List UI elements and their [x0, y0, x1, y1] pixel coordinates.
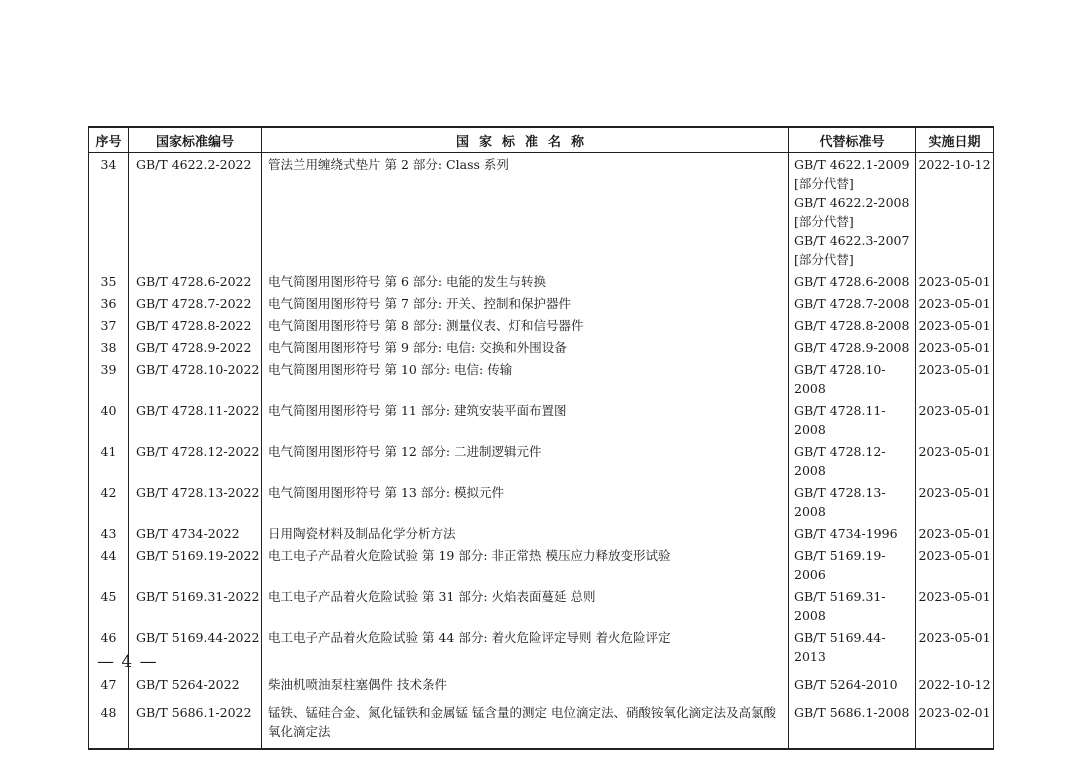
replaced-line: GB/T 4734-1996	[794, 526, 898, 541]
cell-seq: 47	[89, 673, 129, 695]
table-row	[89, 399, 994, 440]
page-number: — 4 —	[97, 652, 158, 672]
cell-seq: 45	[89, 585, 129, 626]
cell-seq: 46	[89, 626, 129, 667]
cell-replaced	[789, 336, 916, 358]
cell-date: 2023-05-01	[916, 336, 994, 358]
spacer-cell	[129, 742, 262, 749]
replaced-line: GB/T 4728.8-2008	[794, 318, 910, 333]
cell-replaced	[789, 544, 916, 585]
cell-title: 锰铁、锰硅合金、氮化锰铁和金属锰 锰含量的测定 电位滴定法、硝酸铵氧化滴定法及高氯酸氧化滴定法	[262, 701, 789, 742]
cell-seq: 43	[89, 522, 129, 544]
cell-title: 柴油机喷油泵柱塞偶件 技术条件	[262, 673, 789, 695]
replaced-line: GB/T 4728.6-2008	[794, 274, 910, 289]
table-row	[89, 292, 994, 314]
cell-date: 2023-05-01	[916, 544, 994, 585]
replaced-line: GB/T 5264-2010	[794, 677, 898, 692]
cell-std-no: GB/T 4728.8-2022	[129, 314, 262, 336]
cell-replaced	[789, 270, 916, 292]
cell-seq: 40	[89, 399, 129, 440]
header-std-no: 国家标准编号	[129, 127, 262, 153]
cell-replaced	[789, 440, 916, 481]
replaced-line: GB/T 4622.2-2008	[794, 195, 910, 210]
cell-date: 2023-05-01	[916, 626, 994, 667]
table-row	[89, 336, 994, 358]
cell-date: 2023-05-01	[916, 585, 994, 626]
cell-title: 电气简图用图形符号 第 7 部分: 开关、控制和保护器件	[262, 292, 789, 314]
cell-title: 电工电子产品着火危险试验 第 19 部分: 非正常热 模压应力释放变形试验	[262, 544, 789, 585]
cell-replaced	[789, 701, 916, 742]
table-row	[89, 270, 994, 292]
replaced-line: GB/T 4728.9-2008	[794, 340, 910, 355]
table-row	[89, 522, 994, 544]
cell-date: 2023-05-01	[916, 522, 994, 544]
header-date: 实施日期	[916, 127, 994, 153]
cell-title: 电气简图用图形符号 第 13 部分: 模拟元件	[262, 481, 789, 522]
cell-replaced	[789, 481, 916, 522]
replaced-line: GB/T 4728.13-2008	[794, 485, 886, 519]
replaced-line: [部分代替]	[794, 176, 854, 191]
cell-seq: 36	[89, 292, 129, 314]
cell-title: 电工电子产品着火危险试验 第 31 部分: 火焰表面蔓延 总则	[262, 585, 789, 626]
spacer-cell	[89, 742, 129, 749]
cell-title: 管法兰用缠绕式垫片 第 2 部分: Class 系列	[262, 153, 789, 271]
cell-replaced	[789, 292, 916, 314]
table-row	[89, 585, 994, 626]
table-body	[89, 153, 994, 750]
cell-title: 电气简图用图形符号 第 11 部分: 建筑安装平面布置图	[262, 399, 789, 440]
replaced-line: GB/T 5169.31-2008	[794, 589, 886, 623]
cell-std-no: GB/T 4728.9-2022	[129, 336, 262, 358]
cell-seq: 38	[89, 336, 129, 358]
cell-title: 电工电子产品着火危险试验 第 44 部分: 着火危险评定导则 着火危险评定	[262, 626, 789, 667]
cell-std-no: GB/T 5169.31-2022	[129, 585, 262, 626]
cell-std-no: GB/T 4728.12-2022	[129, 440, 262, 481]
cell-replaced	[789, 399, 916, 440]
replaced-line: GB/T 4728.10-2008	[794, 362, 886, 396]
cell-std-no: GB/T 5169.44-2022	[129, 626, 262, 667]
cell-std-no: GB/T 5169.19-2022	[129, 544, 262, 585]
cell-std-no: GB/T 4728.10-2022	[129, 358, 262, 399]
cell-date: 2023-05-01	[916, 440, 994, 481]
table-row	[89, 544, 994, 585]
cell-title: 电气简图用图形符号 第 10 部分: 电信: 传输	[262, 358, 789, 399]
cell-std-no: GB/T 4734-2022	[129, 522, 262, 544]
header-seq: 序号	[89, 127, 129, 153]
cell-title: 日用陶瓷材料及制品化学分析方法	[262, 522, 789, 544]
replaced-line: GB/T 4622.3-2007	[794, 233, 910, 248]
table-row	[89, 701, 994, 742]
cell-date: 2023-05-01	[916, 292, 994, 314]
cell-std-no: GB/T 4728.6-2022	[129, 270, 262, 292]
cell-title: 电气简图用图形符号 第 8 部分: 测量仪表、灯和信号器件	[262, 314, 789, 336]
cell-replaced	[789, 585, 916, 626]
cell-seq: 48	[89, 701, 129, 742]
cell-date: 2022-10-12	[916, 153, 994, 271]
cell-date: 2023-05-01	[916, 314, 994, 336]
cell-date: 2023-05-01	[916, 270, 994, 292]
replaced-line: GB/T 5169.44-2013	[794, 630, 886, 664]
cell-replaced	[789, 153, 916, 271]
cell-title: 电气简图用图形符号 第 9 部分: 电信: 交换和外围设备	[262, 336, 789, 358]
cell-std-no: GB/T 5264-2022	[129, 673, 262, 695]
cell-date: 2023-05-01	[916, 399, 994, 440]
cell-title: 电气简图用图形符号 第 12 部分: 二进制逻辑元件	[262, 440, 789, 481]
replaced-line: GB/T 4728.11-2008	[794, 403, 886, 437]
spacer-cell	[916, 742, 994, 749]
cell-replaced	[789, 673, 916, 695]
cell-std-no: GB/T 4622.2-2022	[129, 153, 262, 271]
cell-seq: 39	[89, 358, 129, 399]
table-row	[89, 673, 994, 695]
cell-seq: 44	[89, 544, 129, 585]
cell-std-no: GB/T 4728.7-2022	[129, 292, 262, 314]
replaced-line: [部分代替]	[794, 214, 854, 229]
cell-std-no: GB/T 4728.13-2022	[129, 481, 262, 522]
spacer-cell	[789, 742, 916, 749]
cell-date: 2023-05-01	[916, 481, 994, 522]
table-row	[89, 440, 994, 481]
table-row	[89, 481, 994, 522]
cell-seq: 35	[89, 270, 129, 292]
replaced-line: GB/T 4728.7-2008	[794, 296, 910, 311]
cell-replaced	[789, 314, 916, 336]
replaced-line: GB/T 5169.19-2006	[794, 548, 886, 582]
table-header-row	[89, 127, 994, 153]
cell-seq: 42	[89, 481, 129, 522]
table-row	[89, 153, 994, 271]
cell-date: 2023-02-01	[916, 701, 994, 742]
cell-title: 电气简图用图形符号 第 6 部分: 电能的发生与转换	[262, 270, 789, 292]
cell-date: 2023-05-01	[916, 358, 994, 399]
replaced-line: GB/T 5686.1-2008	[794, 705, 910, 720]
cell-replaced	[789, 358, 916, 399]
cell-seq: 37	[89, 314, 129, 336]
replaced-line: GB/T 4622.1-2009	[794, 157, 910, 172]
cell-replaced	[789, 626, 916, 667]
table-row	[89, 626, 994, 667]
spacer-cell	[262, 742, 789, 749]
cell-seq: 41	[89, 440, 129, 481]
row-spacer	[89, 742, 994, 749]
cell-replaced	[789, 522, 916, 544]
header-replaced: 代替标准号	[789, 127, 916, 153]
standards-table	[88, 126, 994, 750]
replaced-line: GB/T 4728.12-2008	[794, 444, 886, 478]
table-row	[89, 358, 994, 399]
cell-date: 2022-10-12	[916, 673, 994, 695]
replaced-line: [部分代替]	[794, 252, 854, 267]
header-name: 国家标准名称	[262, 127, 789, 153]
cell-std-no: GB/T 4728.11-2022	[129, 399, 262, 440]
cell-std-no: GB/T 5686.1-2022	[129, 701, 262, 742]
table-row	[89, 314, 994, 336]
cell-seq: 34	[89, 153, 129, 271]
